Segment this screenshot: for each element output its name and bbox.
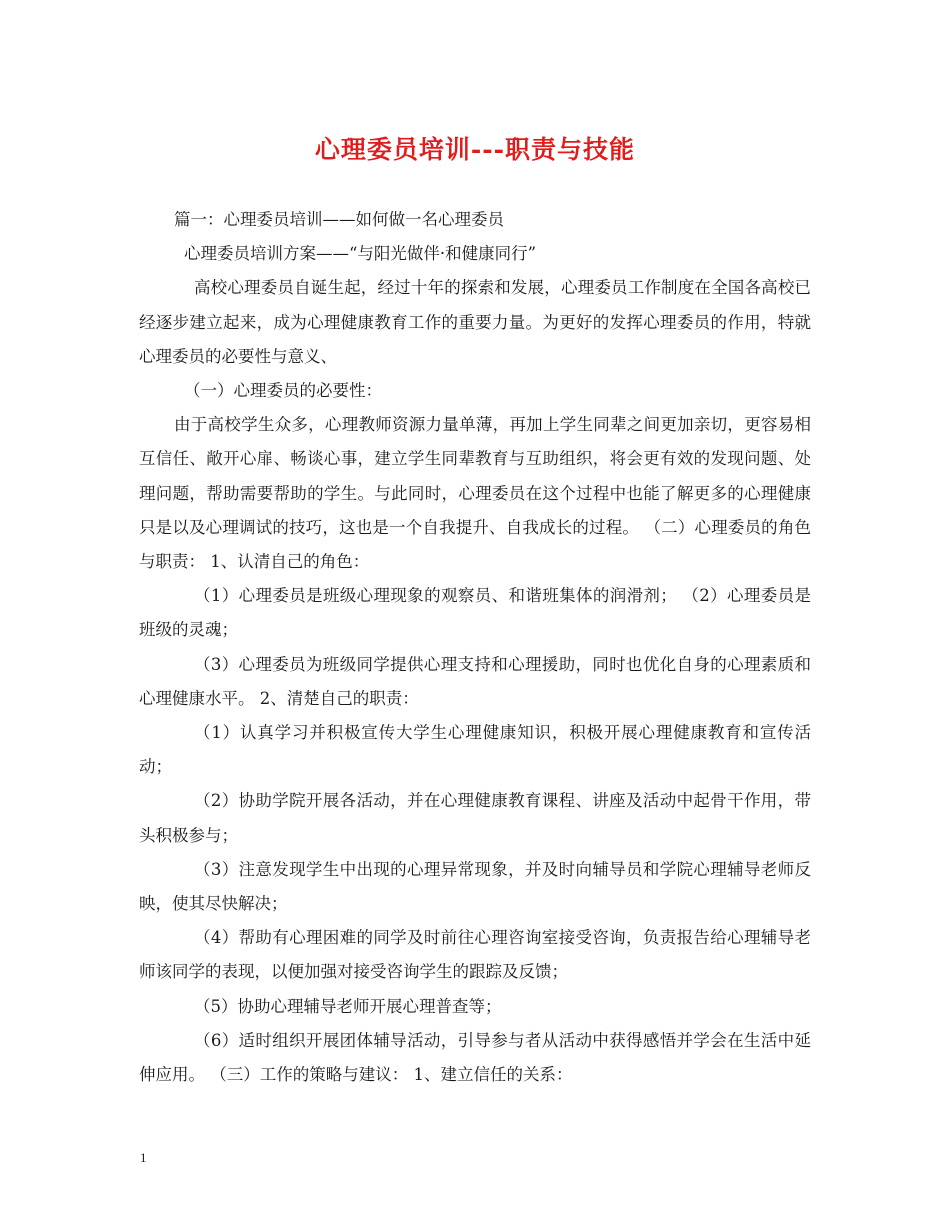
- paragraph-duty-5: （5）协助心理辅导老师开展心理普查等；: [194, 996, 502, 1016]
- paragraph-duty-6: （6）适时组织开展团体辅导活动，引导参与者从活动中获得感悟并学会在生活中延伸应用。 （三）工作的策略与建议： 1、建立信任的关系：: [139, 1030, 811, 1085]
- page-title: 心理委员培训---职责与技能: [314, 135, 636, 164]
- paragraph-plan-title: 心理委员培训方案——“与阳光做伴·和健康同行”: [184, 244, 537, 264]
- paragraph-role-3: （3）心理委员为班级同学提供心理支持和心理援助，同时也优化自身的心理素质和心理健康水平。 2、清楚自己的职责：: [139, 654, 811, 708]
- paragraph-role-1-2: （1）心理委员是班级心理现象的观察员、和谐班集体的润滑剂； （2）心理委员是班级的灵魂；: [139, 586, 811, 640]
- paragraph-duty-2: （2）协助学院开展各活动，并在心理健康教育课程、讲座及活动中起骨干作用，带头积极参与；: [139, 791, 811, 845]
- paragraph-series-heading: 篇一：心理委员培训——如何做一名心理委员: [174, 210, 504, 229]
- paragraph-section-1-heading: （一）心理委员的必要性：: [184, 381, 382, 401]
- document-body: [139, 203, 811, 1092]
- paragraph-intro: 高校心理委员自诞生起，经过十年的探索和发展，心理委员工作制度在全国各高校已经逐步建立起来，成为心理健康教育工作的重要力量。为更好的发挥心理委员的作用，特就心理委员的必要性与意义、: [139, 278, 811, 366]
- paragraph-duty-1: （1）认真学习并积极宣传大学生心理健康知识，积极开展心理健康教育和宣传活动；: [139, 723, 811, 777]
- page-number: 1: [140, 1150, 147, 1165]
- paragraph-duty-3: （3）注意发现学生中出现的心理异常现象，并及时向辅导员和学院心理辅导老师反映，使其尽快解决；: [139, 859, 811, 914]
- paragraph-duty-4: （4）帮助有心理困难的同学及时前往心理咨询室接受咨询，负责报告给心理辅导老师该同学的表现，以便加强对接受咨询学生的跟踪及反馈；: [139, 928, 811, 982]
- paragraph-necessity: 由于高校学生众多，心理教师资源力量单薄，再加上学生同辈之间更加亲切，更容易相互信任、敞开心扉、畅谈心事，建立学生同辈教育与互助组织，将会更有效的发现问题、处理问题，帮助需要帮助的学生。与此同时，心理委员在这个过程中也能了解更多的心理健康只是以及心理调试的技巧，这也是一个自我提升、自我成长的过程。 （二）心理委员的角色与职责： 1、认清自己的角色：: [139, 415, 811, 572]
